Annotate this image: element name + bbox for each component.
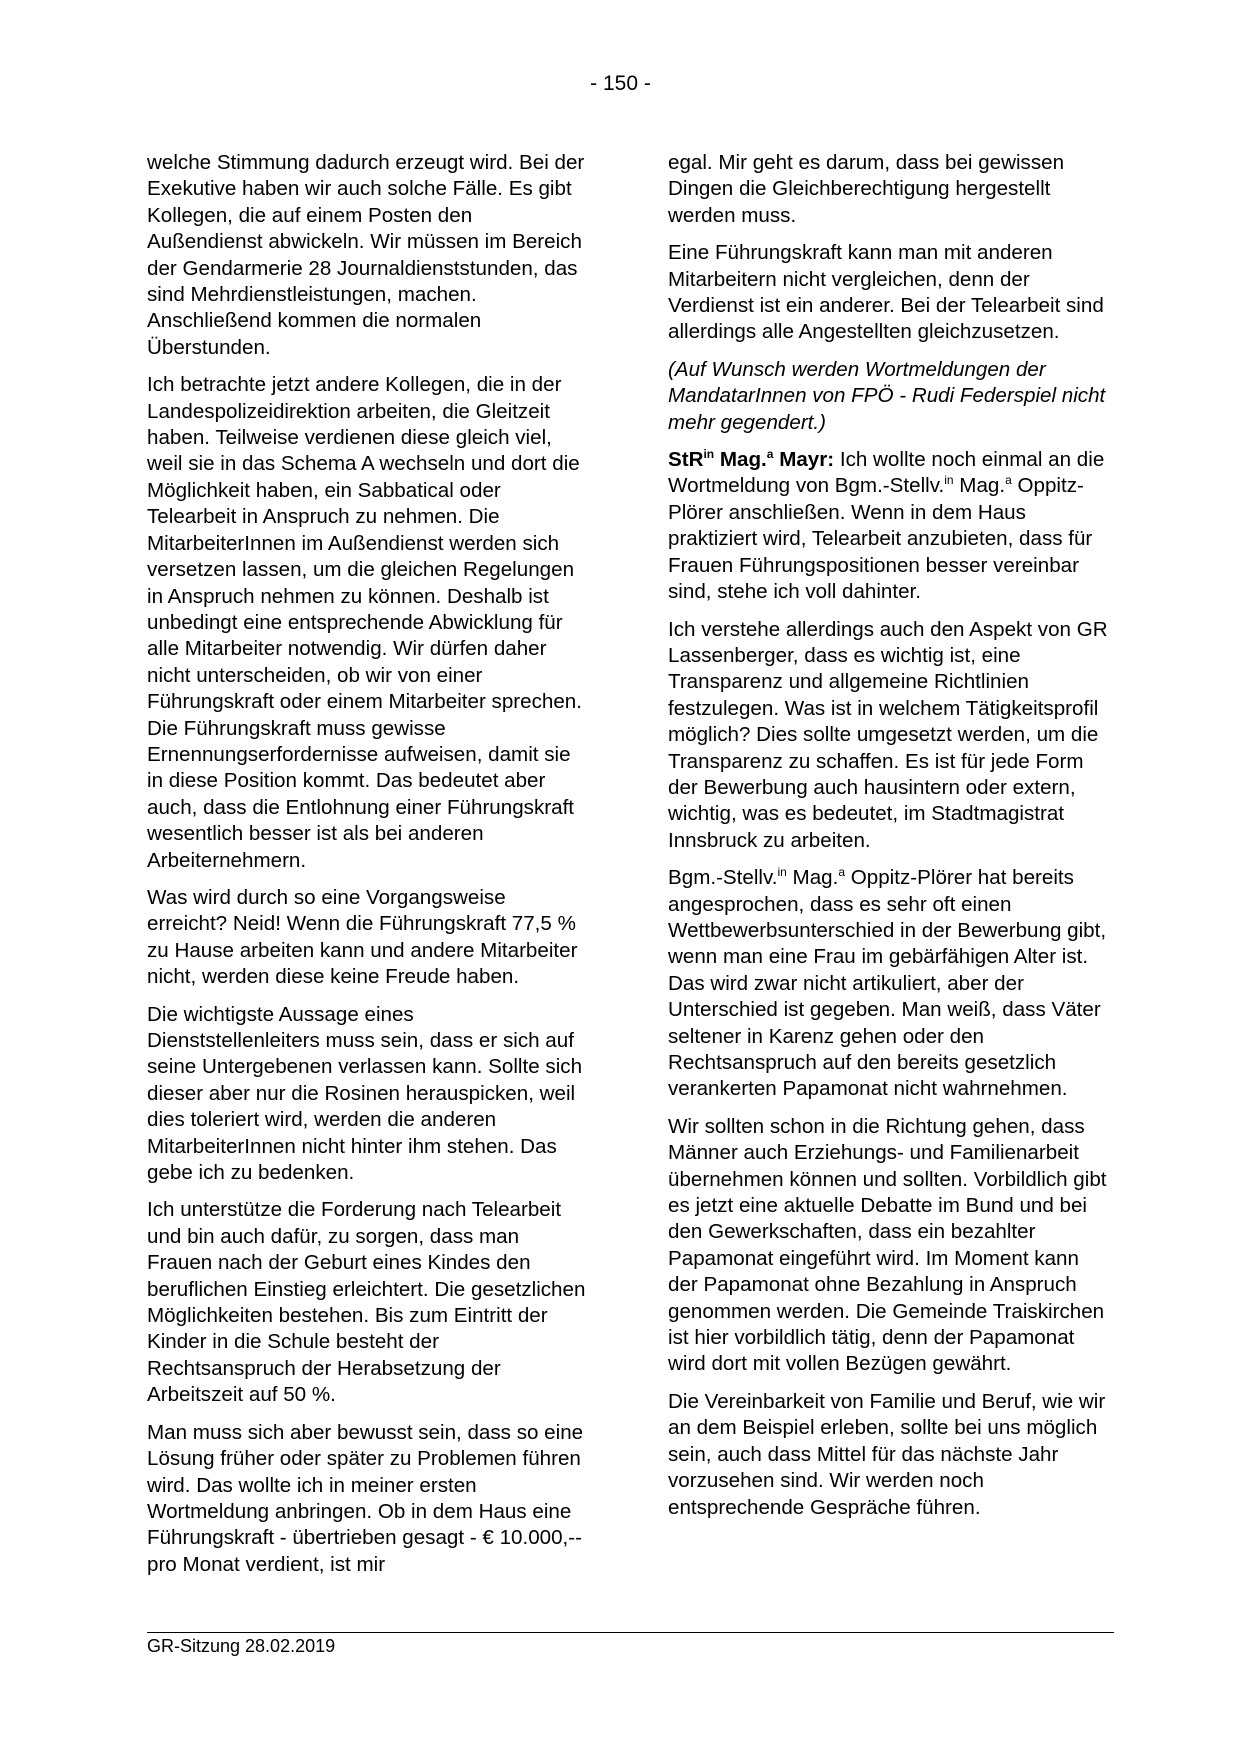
paragraph: Wir sollten schon in die Richtung gehen, dass Männer auch Erziehungs- und Familienarbeit übernehmen können und sollten. Vorbildlich gibt es jetzt eine aktuelle Debatte im Bund und bei den Gewerkschaften, dass ein bezahlter Papamonat eingeführt wird. Im Moment kann der Papamonat ohne Bezahlung in Anspruch genommen werden. Die Gemeinde Traiskirchen ist hier vorbildlich tätig, denn der Papamonat wird dort mit vollen Bezügen gewährt. — [668, 1114, 1107, 1376]
paragraph: Man muss sich aber bewusst sein, dass so eine Lösung früher oder später zu Problemen führen wird. Das wollte ich in meiner ersten Wortmeldung anbringen. Ob in dem Haus eine Führungskraft - übertrieben gesagt - € 10.000,-- pro Monat verdient, ist mir — [147, 1420, 584, 1576]
paragraph: Ich betrachte jetzt andere Kollegen, die in der Landespolizeidirektion arbeiten, die Gleitzeit haben. Teilweise verdienen diese gleich viel, weil sie in das Schema A wechseln und dort die Möglichkeit haben, ein Sabbatical oder Telearbeit in Anspruch zu nehmen. Die MitarbeiterInnen im Außendienst werden sich versetzen lassen, um die gleichen Regelungen in Anspruch nehmen zu können. Deshalb ist unbedingt eine entsprechende Abwicklung für alle Mitarbeiter notwendig. Wir dürfen daher nicht unterscheiden, ob wir von einer Führungskraft oder einem Mitarbeiter sprechen. Die Führungskraft muss gewisse Ernennungserfordernisse aufweisen, damit sie in diese Position kommt. Das bedeutet aber auch, dass die Entlohnung einer Führungskraft wesentlich besser ist als bei anderen Arbeiternehmern. — [147, 373, 582, 872]
speaker-name: StR$^{in}$ Mag.$^a$ Mayr: — [668, 447, 835, 472]
page-number: - 150 - — [590, 72, 651, 95]
paragraph: Die wichtigste Aussage eines Dienststellenleiters muss sein, dass er sich auf seine Untergebenen verlassen kann. Sollte sich dieser aber nur die Rosinen herauspicken, weil dies toleriert wird, werden die anderen MitarbeiterInnen nicht hinter ihm stehen. Das gebe ich zu bedenken. — [147, 1002, 583, 1185]
paragraph: Was wird durch so eine Vorgangsweise erreicht? Neid! Wenn die Führungskraft 77,5 % zu Hause arbeiten kann und andere Mitarbeiter nicht, werden diese keine Freude haben. — [147, 885, 578, 989]
paragraph: Ich unterstütze die Forderung nach Telearbeit und bin auch dafür, zu sorgen, dass man Frauen nach der Geburt eines Kindes den beruflichen Einstieg erleichtert. Die gesetzlichen Möglichkeiten bestehen. Bis zum Eintritt der Kinder in die Schule besteht der Rechtsanspruch der Herabsetzung der Arbeitszeit auf 50 %. — [147, 1198, 586, 1407]
paragraph: Die Vereinbarkeit von Familie und Beruf, wie wir an dem Beispiel erleben, sollte bei uns möglich sein, auch dass Mittel für das nächste Jahr vorzusehen sind. Wir werden noch entsprechende Gespräche führen. — [668, 1389, 1106, 1519]
left-column — [147, 150, 587, 1589]
paragraph: welche Stimmung dadurch erzeugt wird. Bei der Exekutive haben wir auch solche Fälle. Es gibt Kollegen, die auf einem Posten den Außendienst abwickeln. Wir müssen im Bereich der Gendarmerie 28 Journaldienststunden, das sind Mehrdienstleistungen, machen. Anschließend kommen die normalen Überstunden. — [147, 151, 585, 359]
footer-divider — [147, 1632, 1114, 1633]
paragraph: Eine Führungskraft kann man mit anderen Mitarbeitern nicht vergleichen, denn der Verdienst ist ein anderer. Bei der Telearbeit sind allerdings alle Angestellten gleichzusetzen. — [668, 241, 1104, 344]
paragraph: Bgm.-Stellv.$^{in}$ Mag.$^a$ Oppitz-Plörer hat bereits angesprochen, dass es sehr oft einen Wettbewerbsunterschied in der Bewerbung gibt, wenn man eine Frau im gebärfähigen Alter ist. Das wird zwar nicht artikuliert, aber der Unterschied ist gegeben. Man weiß, dass Väter seltener in Karenz gehen oder den Rechtsanspruch auf den bereits gesetzlich verankerten Papamonat nicht wahrnehmen. — [668, 865, 1107, 1101]
footer-text: GR-Sitzung 28.02.2019 — [147, 1636, 336, 1656]
editorial-note: (Auf Wunsch werden Wortmeldungen der MandatarInnen von FPÖ - Rudi Federspiel nicht mehr gegendert.) — [668, 357, 1106, 434]
right-column — [668, 150, 1114, 1532]
paragraph: Ich verstehe allerdings auch den Aspekt von GR Lassenberger, dass es wichtig ist, eine Transparenz und allgemeine Richtlinien festzulegen. Was ist in welchem Tätigkeitsprofil möglich? Dies sollte umgesetzt werden, um die Transparenz zu schaffen. Es ist für jede Form der Bewerbung auch hausintern oder extern, wichtig, was es bedeutet, im Stadtmagistrat Innsbruck zu arbeiten. — [668, 617, 1108, 852]
paragraph: egal. Mir geht es darum, dass bei gewissen Dingen die Gleichberechtigung hergestellt werden muss. — [668, 151, 1065, 227]
speaker-paragraph: StR$^{in}$ Mag.$^a$ Mayr: Ich wollte noch einmal an die Wortmeldung von Bgm.-Stellv.$^{in}$ Mag.$^a$ Oppitz-Plörer anschließen. Wenn in dem Haus praktiziert wird, Telearbeit anzubieten, dass für Frauen Führungspositionen besser vereinbar sind, stehe ich voll dahinter. — [668, 447, 1105, 604]
